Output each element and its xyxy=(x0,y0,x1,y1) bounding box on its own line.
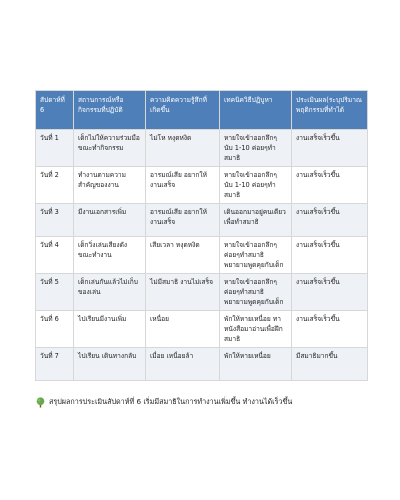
deciduous-tree-icon xyxy=(35,397,46,408)
cell-evaluation: งานเสร็จเร็วขึ้น xyxy=(292,274,368,311)
cell-technique: พักให้หายเหนื่อย ทาหนังสือมาอ่านเพื่อฝึกสมาธิ xyxy=(220,311,292,348)
cell-evaluation: งานเสร็จเร็วขึ้น xyxy=(292,130,368,167)
table-row xyxy=(36,130,368,167)
weekly-assessment-table xyxy=(35,90,368,381)
table-row xyxy=(36,167,368,204)
table-row xyxy=(36,274,368,311)
header-technique: เทคนิควิธีปฏิบูหา xyxy=(220,91,292,130)
cell-day: วันที่ 4 xyxy=(36,237,74,274)
cell-evaluation: งานเสร็จเร็วขึ้น xyxy=(292,237,368,274)
cell-feelings: ไม่โห หงุดหงิด xyxy=(146,130,220,167)
header-feelings: ความคิดความรู้สึกที่เกิดขึ้น xyxy=(146,91,220,130)
cell-evaluation: งานเสร็จเร็วขึ้น xyxy=(292,204,368,237)
table-header-row xyxy=(36,91,368,130)
assessment-summary xyxy=(35,396,375,408)
header-week: สัปดาห์ที่ 6 xyxy=(36,91,74,130)
cell-situation: ไปเรียน เดินทางกลับ xyxy=(74,348,146,381)
cell-day: วันที่ 1 xyxy=(36,130,74,167)
cell-evaluation: งานเสร็จเร็วขึ้น xyxy=(292,311,368,348)
cell-situation: เด็กไม่ให้ความร่วมมือขณะทำกิจกรรม xyxy=(74,130,146,167)
cell-technique: หายใจเข้าออกลึกๆ นับ 1-10 ค่อยๆทำสมาธิ xyxy=(220,167,292,204)
cell-situation: ไปเรียนมีงานเพิ่ม xyxy=(74,311,146,348)
cell-feelings: อารมณ์เสีย อยากให้งานเสร็จ xyxy=(146,204,220,237)
table-row xyxy=(36,237,368,274)
cell-situation: ทำงานตามความสำคัญของงาน xyxy=(74,167,146,204)
cell-technique: หายใจเข้าออกลึกๆ นับ 1-10 ค่อยๆทำสมาธิ xyxy=(220,130,292,167)
header-situation: สถานการณ์หรือกิจกรรมที่ปฏิบัติ xyxy=(74,91,146,130)
cell-technique: พักให้หายเหนื่อย xyxy=(220,348,292,381)
cell-evaluation: มีสมาธิมากขึ้น xyxy=(292,348,368,381)
cell-feelings: เสียเวลา หงุดหงิด xyxy=(146,237,220,274)
cell-day: วันที่ 7 xyxy=(36,348,74,381)
summary-text: สรุปผลการประเมินสัปดาห์ที่ 6 เริ่มมีสมาธิในการทำงานเพิ่มขึ้น ทำงานได้เร็วขึ้น xyxy=(49,397,293,406)
cell-technique: หายใจเข้าออกลึกๆ ค่อยๆทำสมาธิ พยายามพูดคุยกับเด็ก xyxy=(220,237,292,274)
cell-evaluation: งานเสร็จเร็วขึ้น xyxy=(292,167,368,204)
cell-day: วันที่ 6 xyxy=(36,311,74,348)
table-row xyxy=(36,311,368,348)
cell-situation: เด็กวิ่งเล่นเสียงดังขณะทำงาน xyxy=(74,237,146,274)
cell-technique: เดินออกมาอยู่คนเดียวเพื่อทำสมาธิ xyxy=(220,204,292,237)
cell-day: วันที่ 3 xyxy=(36,204,74,237)
cell-situation: เด็กเล่นกันแล้วไม่เก็บของเล่น xyxy=(74,274,146,311)
cell-feelings: อารมณ์เสีย อยากให้งานเสร็จ xyxy=(146,167,220,204)
cell-day: วันที่ 5 xyxy=(36,274,74,311)
weekly-assessment-table-container xyxy=(35,90,367,381)
cell-feelings: เมื่อย เหนื่อยล้า xyxy=(146,348,220,381)
cell-feelings: เหนื่อย xyxy=(146,311,220,348)
table-row xyxy=(36,204,368,237)
header-evaluation: ประเมินผล(ระบุปริมาณพฤติกรรมที่ทำได้ xyxy=(292,91,368,130)
cell-feelings: ไม่มีสมาธิ งานไม่เสร็จ xyxy=(146,274,220,311)
cell-technique: หายใจเข้าออกลึกๆ ค่อยๆทำสมาธิ พยายามพูดคุยกับเด็ก xyxy=(220,274,292,311)
table-row xyxy=(36,348,368,381)
cell-day: วันที่ 2 xyxy=(36,167,74,204)
cell-situation: มีงานเอกสารเพิ่ม xyxy=(74,204,146,237)
